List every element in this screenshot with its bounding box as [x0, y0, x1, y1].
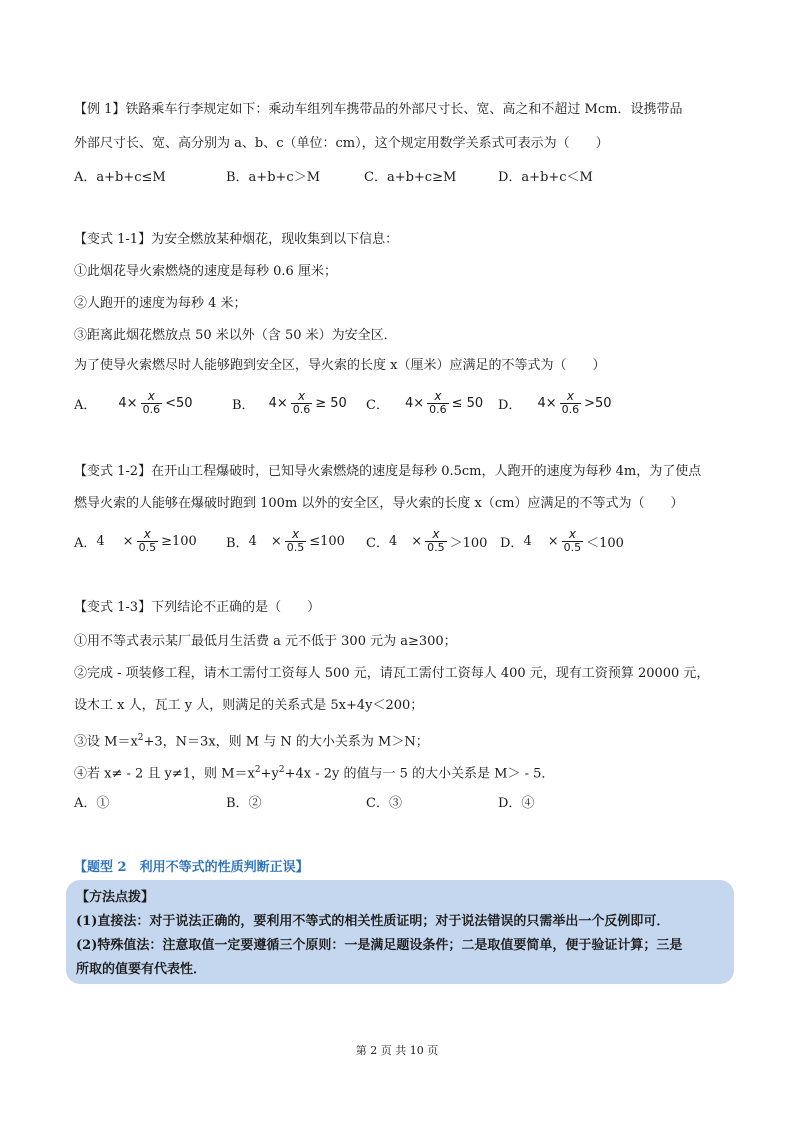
variant13-line5: ③设 $M=x^2+3$，N＝3x，则 M 与 N 的大小关系为 M＞N； — [74, 733, 429, 750]
option-b: B． 4 × $\frac{x}{0.5}$ ≤100 — [226, 527, 345, 554]
example1-options — [74, 160, 734, 190]
section-heading: 【题型 2 利用不等式的性质判断正误】 — [74, 860, 309, 875]
method-tip-box — [66, 880, 734, 984]
variant13-line4: 设木工 x 人，瓦工 y 人，则满足的关系式是 5x+4y＜200； — [74, 698, 424, 713]
variant12-line2: 燃导火索的人能够在爆破时跑到 100m 以外的安全区，导火索的长度 x（cm）应满足的不等式为（ ） — [74, 496, 684, 511]
option-a: A． 4 × $\frac{x}{0.6}$ <50 — [74, 389, 193, 416]
option-b: B．② — [226, 795, 262, 811]
option-c: C．a+b+c≥M — [364, 169, 457, 185]
variant12-options — [74, 526, 734, 556]
option-c: C．③ — [366, 795, 402, 811]
example1-line1: 【例 1】铁路乘车行李规定如下：乘动车组列车携带品的外部尺寸长、宽、高之和不超过 Mcm．设携带品 — [74, 102, 683, 117]
option-b: B．a+b+c＞M — [226, 169, 321, 185]
variant11-line2: ①此烟花导火索燃烧的速度是每秒 0.6 厘米； — [74, 264, 337, 279]
page-number: 第 2 页 共 10 页 — [355, 1044, 439, 1057]
tip-line2: (2)特殊值法：注意取值一定要遵循三个原则：一是满足题设条件；二是取值要简单，便于验证计算；三是 — [76, 938, 683, 953]
option-c: C． 4 × $\frac{x}{0.6}$ ≤ 50 — [366, 389, 484, 416]
option-d: D．a+b+c＜M — [498, 169, 593, 185]
option-d: D． 4 × $\frac{x}{0.6}$ >50 — [498, 389, 612, 416]
option-d: D．④ — [498, 795, 535, 811]
variant11-line4: ③距离此烟花燃放点 50 米以外（含 50 米）为安全区． — [74, 328, 397, 343]
tip-line3: 所取的值要有代表性． — [76, 962, 207, 977]
variant11-line3: ②人跑开的速度为每秒 4 米； — [74, 296, 247, 311]
variant12-line1: 【变式 1-2】在开山工程爆破时，已知导火索燃烧的速度是每秒 0.5cm，人跑开的速度为每秒 4m，为了使点 — [74, 464, 702, 479]
tip-title: 【方法点拨】 — [76, 890, 155, 905]
option-a: A． 4 × $\frac{x}{0.5}$ ≥100 — [74, 527, 197, 554]
variant13-options — [74, 786, 734, 816]
option-a: A．a+b+c≤M — [74, 169, 166, 185]
tip-line1: (1)直接法：对于说法正确的，要利用不等式的相关性质证明；对于说法错误的只需举出一个反例即可． — [76, 914, 670, 929]
variant11-options — [74, 388, 734, 418]
option-b: B． 4 × $\frac{x}{0.6}$ ≥ 50 — [232, 389, 347, 416]
variant13-line6: ④若 x≠ - 2 且 y≠1，则 $M=x^2+y^2+4x - 2y$ 的值与一 5 的大小关系是 M＞ - 5． — [74, 765, 555, 782]
variant13-line1: 【变式 1-3】下列结论不正确的是（ ） — [74, 600, 321, 615]
variant11-line5: 为了使导火索燃尽时人能够跑到安全区，导火索的长度 x（厘米）应满足的不等式为（ ） — [74, 358, 606, 373]
variant11-line1: 【变式 1-1】为安全燃放某种烟花，现收集到以下信息： — [74, 232, 399, 247]
variant13-line2: ①用不等式表示某厂最低月生活费 a 元不低于 300 元为 a≥300； — [74, 634, 457, 649]
example1-line2: 外部尺寸长、宽、高分别为 a、b、c（单位：cm），这个规定用数学关系式可表示为（ ） — [74, 136, 609, 151]
option-a: A．① — [74, 795, 110, 811]
option-c: C． 4 × $\frac{x}{0.5}$ ＞100 — [366, 527, 488, 554]
variant13-line3: ②完成 - 项装修工程，请木工需付工资每人 500 元，请瓦工需付工资每人 400 元，现有工资预算 20000 元， — [74, 666, 710, 681]
option-d: D． 4 × $\frac{x}{0.5}$ ＜100 — [500, 527, 624, 554]
